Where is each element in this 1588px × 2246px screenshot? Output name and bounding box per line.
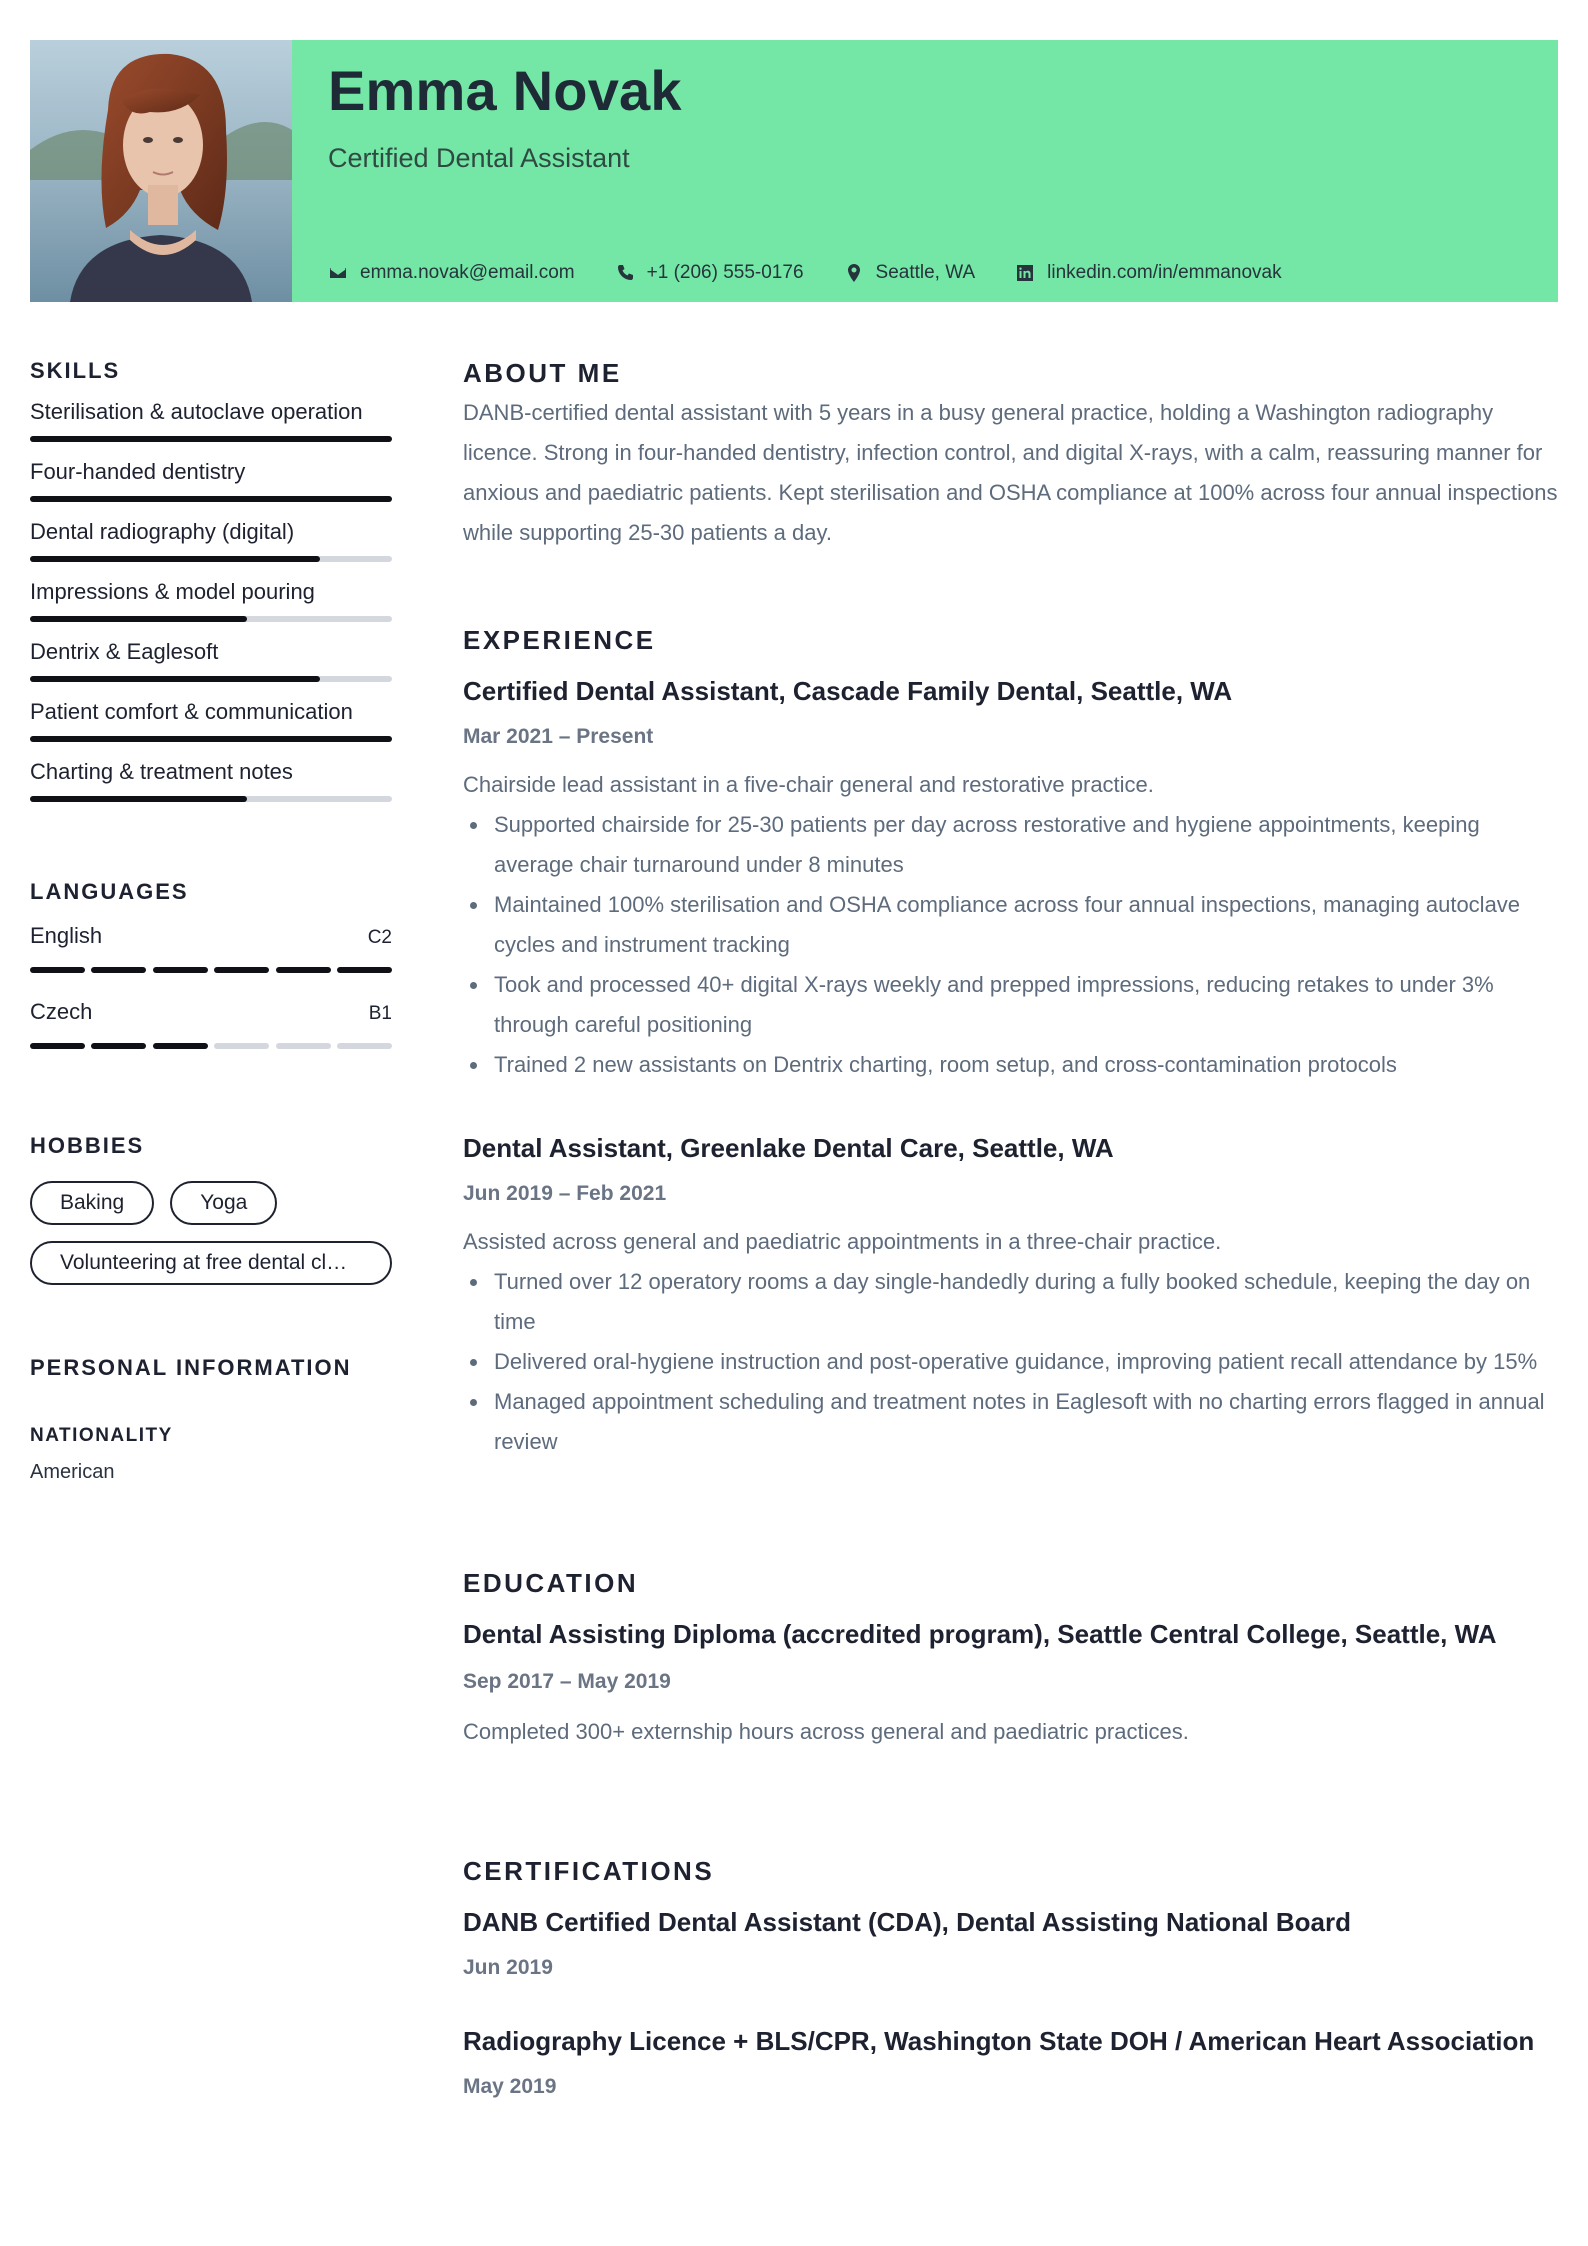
- skill-level-bar: [30, 736, 392, 742]
- nationality-label: NATIONALITY: [30, 1425, 173, 1446]
- education-summary: Completed 300+ externship hours across general and paediatric practices.: [463, 1719, 1189, 1744]
- language-dot: [30, 1043, 85, 1049]
- skill-level-bar: [30, 616, 392, 622]
- hobbies-list: [30, 1181, 392, 1285]
- certification-title: DANB Certified Dental Assistant (CDA), Dental Assisting National Board: [463, 1907, 1351, 1937]
- skill-item: [30, 636, 392, 682]
- job-bullet: Managed appointment scheduling and treatment notes in Eaglesoft with no charting errors flagged in annual review: [494, 1382, 1558, 1462]
- language-dot: [30, 967, 85, 973]
- skill-level-fill: [30, 736, 392, 742]
- skill-label: Impressions & model pouring: [30, 579, 315, 604]
- job-bullets: [463, 805, 1558, 1085]
- skill-level-fill: [30, 496, 392, 502]
- skill-item: [30, 396, 392, 442]
- certification-date: May 2019: [463, 2075, 557, 2098]
- contact-bar: [328, 262, 1322, 284]
- language-level: C2: [367, 927, 392, 948]
- language-dot: [91, 967, 146, 973]
- certification-entry: [463, 2026, 1558, 2099]
- contact-email[interactable]: [328, 262, 575, 284]
- job-bullet: Trained 2 new assistants on Dentrix charting, room setup, and cross-contamination protocols: [494, 1045, 1558, 1085]
- main-column: [463, 358, 1558, 2099]
- phone-text: +1 (206) 555-0176: [646, 262, 804, 283]
- language-dot: [337, 967, 392, 973]
- linkedin-text: linkedin.com/in/emmanovak: [1047, 262, 1282, 283]
- skill-level-fill: [30, 556, 320, 562]
- skill-label: Dental radiography (digital): [30, 519, 295, 544]
- sidebar-column: [30, 358, 392, 1484]
- certification-title: Radiography Licence + BLS/CPR, Washington State DOH / American Heart Association: [463, 2026, 1535, 2056]
- about-heading: ABOUT ME: [463, 358, 622, 388]
- education-title: Dental Assisting Diploma (accredited program), Seattle Central College, Seattle, WA: [463, 1619, 1497, 1649]
- language-row: [30, 923, 392, 949]
- languages-list: [30, 923, 392, 1049]
- skill-item: [30, 456, 392, 502]
- skill-label: Four-handed dentistry: [30, 459, 246, 484]
- about-text: DANB-certified dental assistant with 5 years in a busy general practice, holding a Washington radiography licence. Strong in four-handed dentistry, infection control, and digital X-rays, with a calm, reassuring manner for anxious and paediatric patients. Kept sterilisation and OSHA compliance at 100% across four annual inspections while supporting 25-30 patients a day.: [463, 400, 1558, 545]
- language-level-dots: [30, 1043, 392, 1049]
- job-bullet: Turned over 12 operatory rooms a day single-handedly during a fully booked schedule, keeping the day on time: [494, 1262, 1558, 1342]
- skills-list: [30, 396, 392, 802]
- language-level: B1: [368, 1003, 392, 1024]
- skill-level-bar: [30, 796, 392, 802]
- language-dot: [276, 967, 331, 973]
- education-date: Sep 2017 – May 2019: [463, 1670, 671, 1693]
- skills-heading: SKILLS: [30, 358, 121, 383]
- experience-list: [463, 676, 1558, 1462]
- certification-date: Jun 2019: [463, 1956, 553, 1979]
- skill-item: [30, 696, 392, 742]
- profile-photo: [30, 40, 292, 302]
- job-entry: [463, 676, 1558, 1085]
- job-title: Dental Assistant, Greenlake Dental Care, Seattle, WA: [463, 1133, 1114, 1163]
- job-summary: Chairside lead assistant in a five-chair general and restorative practice.: [463, 772, 1154, 797]
- job-date: Jun 2019 – Feb 2021: [463, 1182, 667, 1205]
- certifications-heading: CERTIFICATIONS: [463, 1856, 715, 1886]
- skill-level-bar: [30, 496, 392, 502]
- language-dot: [214, 967, 269, 973]
- education-entry: [463, 1619, 1558, 1752]
- language-dot: [276, 1043, 331, 1049]
- languages-heading: LANGUAGES: [30, 879, 189, 904]
- skill-level-fill: [30, 616, 247, 622]
- map-pin-icon: [844, 263, 864, 283]
- candidate-name: Emma Novak: [328, 59, 682, 122]
- hobby-tag: Volunteering at free dental cl…: [30, 1241, 392, 1285]
- personal-info-heading: PERSONAL INFORMATION: [30, 1355, 352, 1380]
- language-name: English: [30, 923, 103, 948]
- linkedin-icon: [1015, 263, 1035, 283]
- header-info: [292, 40, 1558, 302]
- skill-label: Sterilisation & autoclave operation: [30, 399, 363, 424]
- contact-location: [844, 262, 976, 284]
- certification-entry: [463, 1907, 1558, 1980]
- phone-icon: [615, 263, 635, 283]
- language-dot: [214, 1043, 269, 1049]
- job-date: Mar 2021 – Present: [463, 725, 654, 748]
- job-bullet: Supported chairside for 25-30 patients per day across restorative and hygiene appointments, keeping average chair turnaround under 8 minutes: [494, 805, 1558, 885]
- job-title: Certified Dental Assistant, Cascade Family Dental, Seattle, WA: [463, 676, 1233, 706]
- job-bullet: Maintained 100% sterilisation and OSHA compliance across four annual inspections, managing autoclave cycles and instrument tracking: [494, 885, 1558, 965]
- skill-label: Patient comfort & communication: [30, 699, 353, 724]
- resume-header: [30, 40, 1558, 302]
- experience-heading: EXPERIENCE: [463, 625, 656, 655]
- skill-level-fill: [30, 796, 247, 802]
- candidate-headline: Certified Dental Assistant: [328, 143, 630, 173]
- skill-item: [30, 516, 392, 562]
- skill-level-fill: [30, 676, 320, 682]
- language-row: [30, 999, 392, 1025]
- skill-level-bar: [30, 436, 392, 442]
- job-bullet: Delivered oral-hygiene instruction and post-operative guidance, improving patient recall attendance by 15%: [494, 1342, 1558, 1382]
- contact-linkedin[interactable]: [1015, 262, 1281, 284]
- job-entry: [463, 1133, 1558, 1462]
- job-bullet: Took and processed 40+ digital X-rays weekly and prepped impressions, reducing retakes to under 3% through careful positioning: [494, 965, 1558, 1045]
- language-level-dots: [30, 967, 392, 973]
- certifications-list: [463, 1907, 1558, 2099]
- language-item: [30, 923, 392, 973]
- education-heading: EDUCATION: [463, 1568, 639, 1598]
- envelope-icon: [328, 263, 348, 283]
- skill-label: Dentrix & Eaglesoft: [30, 639, 219, 664]
- nationality-value: American: [30, 1461, 115, 1483]
- email-text: emma.novak@email.com: [360, 262, 575, 283]
- skill-label: Charting & treatment notes: [30, 759, 293, 784]
- skill-item: [30, 576, 392, 622]
- hobby-tag: Yoga: [170, 1181, 277, 1225]
- hobbies-heading: HOBBIES: [30, 1133, 145, 1158]
- language-dot: [153, 1043, 208, 1049]
- skill-level-fill: [30, 436, 392, 442]
- skill-item: [30, 756, 392, 802]
- skill-level-bar: [30, 556, 392, 562]
- language-dot: [91, 1043, 146, 1049]
- contact-phone[interactable]: [615, 262, 804, 284]
- language-dot: [153, 967, 208, 973]
- language-item: [30, 999, 392, 1049]
- skill-level-bar: [30, 676, 392, 682]
- language-dot: [337, 1043, 392, 1049]
- job-bullets: [463, 1262, 1558, 1462]
- language-name: Czech: [30, 999, 93, 1024]
- location-text: Seattle, WA: [875, 262, 976, 283]
- hobby-tag: Baking: [30, 1181, 154, 1225]
- job-summary: Assisted across general and paediatric appointments in a three-chair practice.: [463, 1229, 1222, 1254]
- education-list: [463, 1619, 1558, 1752]
